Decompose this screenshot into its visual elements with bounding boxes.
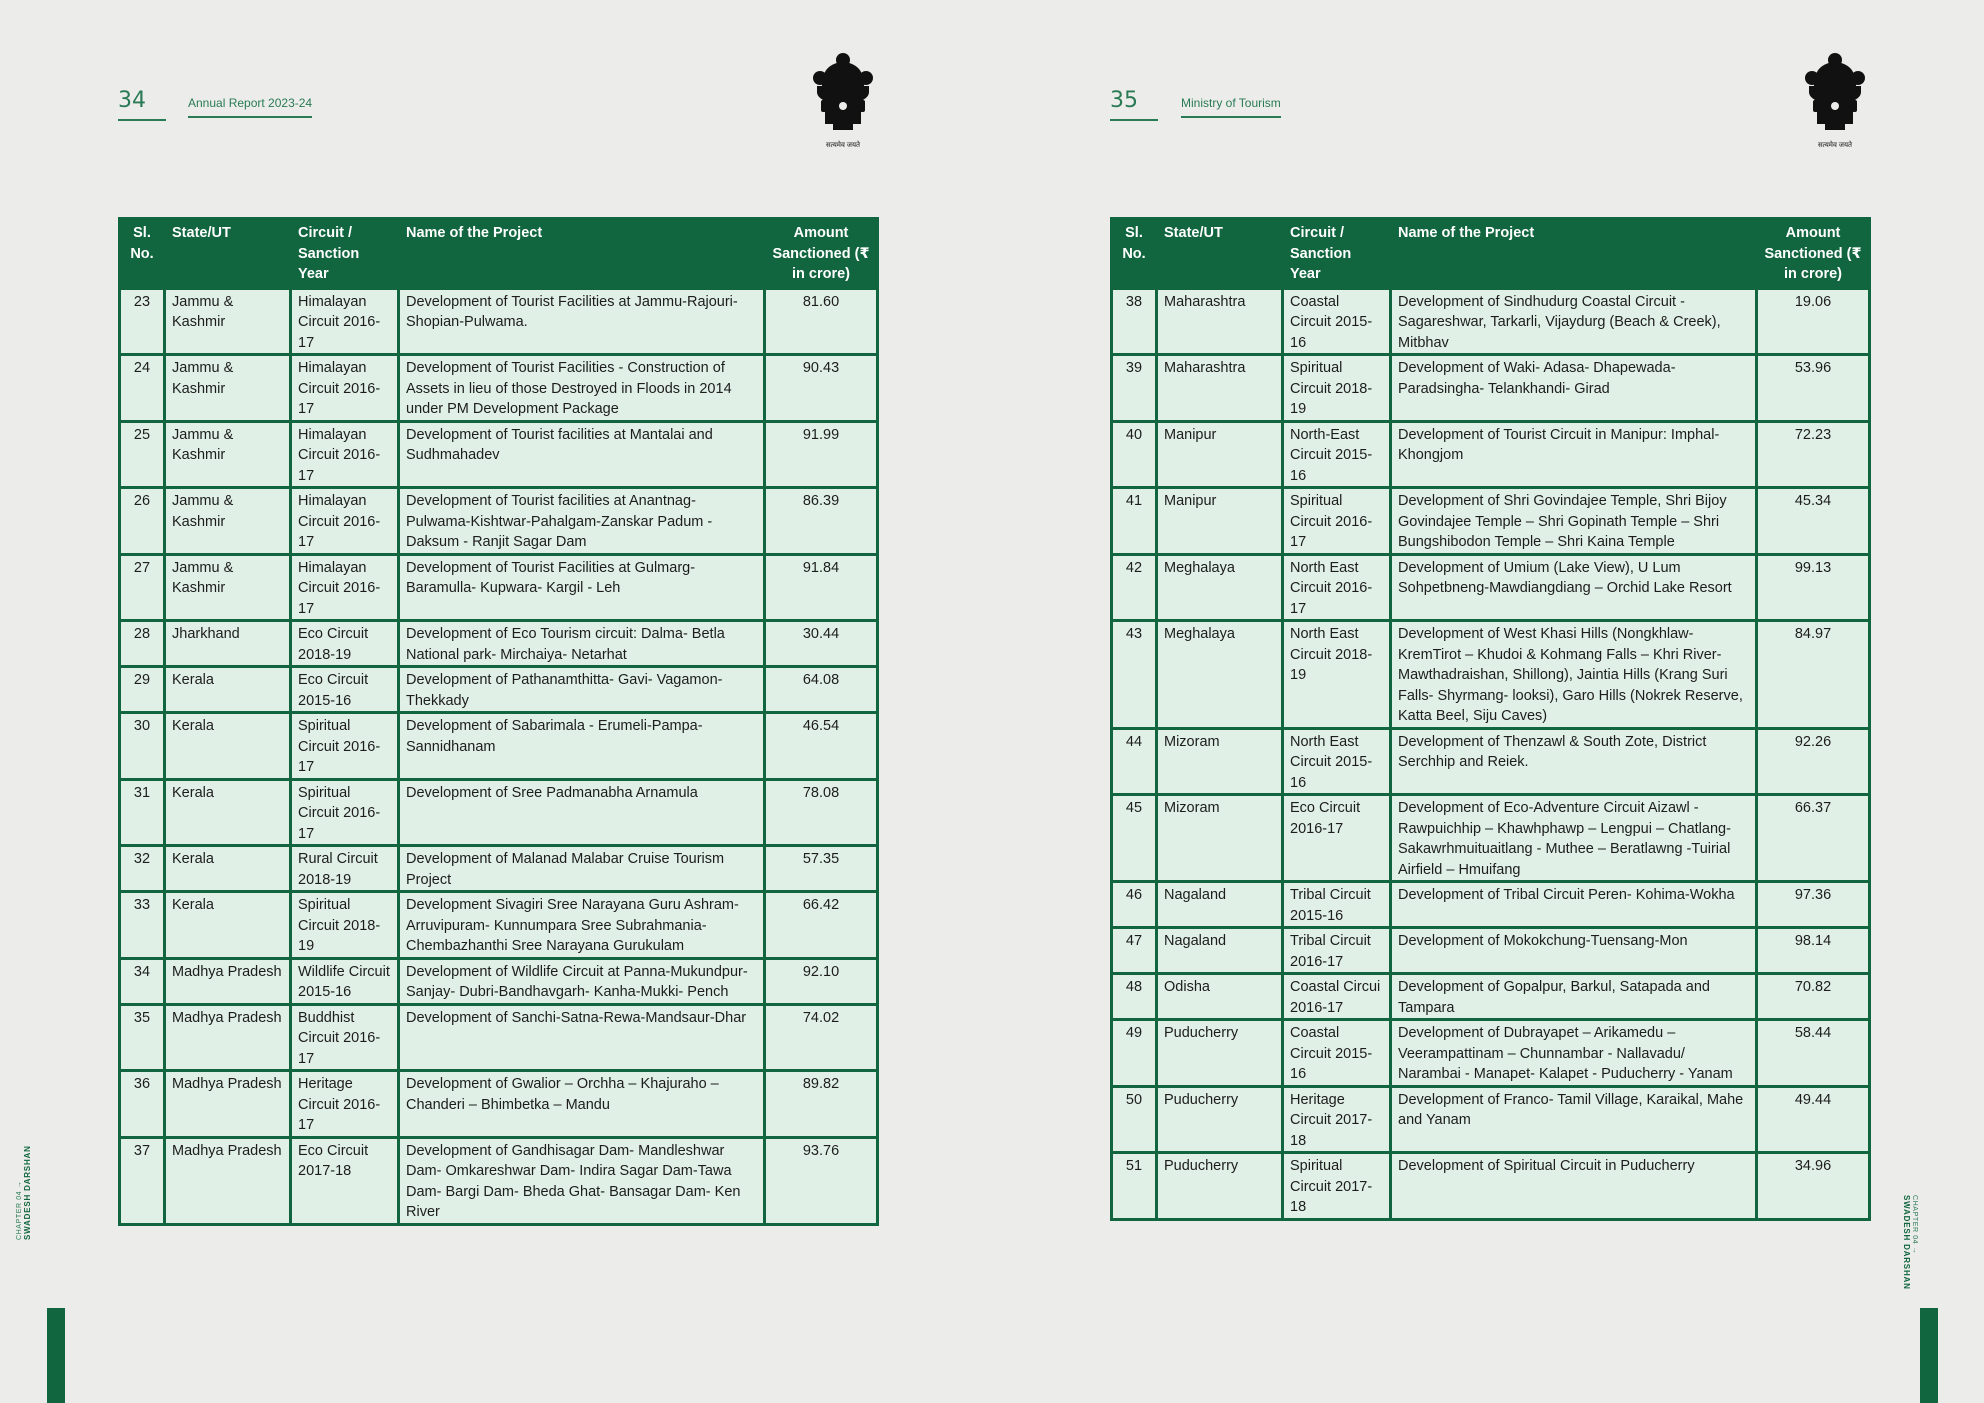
row-sl-no: 49	[1112, 1020, 1157, 1087]
table-row	[1112, 1086, 1870, 1153]
row-project-name: Development of Spiritual Circuit in Puducherry	[1391, 1153, 1757, 1220]
table-row	[1112, 928, 1870, 974]
row-sl-no: 40	[1112, 421, 1157, 488]
side-tab-chapter: CHAPTER 04	[1911, 1195, 1918, 1245]
table-row	[120, 621, 878, 667]
row-circuit: Wildlife Circuit 2015-16	[291, 958, 399, 1004]
row-sl-no: 24	[120, 355, 165, 422]
row-state: Jammu & Kashmir	[165, 288, 291, 355]
row-amount: 57.35	[765, 846, 878, 892]
page-number: 34	[118, 88, 146, 113]
emblem-motto: सत्यमेव जयते	[825, 142, 861, 149]
row-circuit: Himalayan Circuit 2016-17	[291, 554, 399, 621]
row-project-name: Development of Shri Govindajee Temple, Shri Bijoy Govindajee Temple – Shri Gopinath Temple – Shri Bungshibodon Temple – Shri Kaina Temple	[1391, 488, 1757, 555]
row-project-name: Development of West Khasi Hills (Nongkhlaw-KremTirot – Khudoi & Kohmang Falls – Khri River-Mawthadraishan, Shillong), Jaintia Hills (Krang Suri Falls- Shyrmang- looksi), Garo Hills (Nokrek Reserve, Katta Beel, Siju Caves)	[1391, 621, 1757, 729]
row-state: Madhya Pradesh	[165, 1137, 291, 1224]
row-amount: 86.39	[765, 488, 878, 555]
row-sl-no: 33	[120, 892, 165, 959]
table-row	[120, 713, 878, 780]
row-state: Kerala	[165, 713, 291, 780]
table-row	[120, 1137, 878, 1224]
row-circuit: North East Circuit 2015-16	[1283, 728, 1391, 795]
row-amount: 78.08	[765, 779, 878, 846]
row-sl-no: 37	[120, 1137, 165, 1224]
chapter-side-tab: CHAPTER 04 → SWADESH DARSHAN	[1902, 1195, 1918, 1290]
row-project-name: Development of Eco-Adventure Circuit Aizawl -Rawpuichhip – Khawhphawp – Lengpui – Chatlang- Sakawrhmuituaitlang - Muthee – Beratlawng -Tuirial Airfield – Hmuifang	[1391, 795, 1757, 882]
row-amount: 89.82	[765, 1071, 878, 1138]
row-amount: 84.97	[1757, 621, 1870, 729]
row-amount: 58.44	[1757, 1020, 1870, 1087]
row-circuit: North East Circuit 2016-17	[1283, 554, 1391, 621]
row-sl-no: 50	[1112, 1086, 1157, 1153]
row-sl-no: 27	[120, 554, 165, 621]
row-circuit: Coastal Circuit 2015-16	[1283, 1020, 1391, 1087]
row-project-name: Development of Franco- Tamil Village, Karaikal, Mahe and Yanam	[1391, 1086, 1757, 1153]
row-sl-no: 39	[1112, 355, 1157, 422]
row-amount: 98.14	[1757, 928, 1870, 974]
row-state: Jammu & Kashmir	[165, 355, 291, 422]
row-project-name: Development of Pathanamthitta- Gavi- Vagamon-Thekkady	[399, 667, 765, 713]
row-project-name: Development of Tourist Facilities at Gulmarg-Baramulla- Kupwara- Kargil - Leh	[399, 554, 765, 621]
chapter-color-bar	[47, 1308, 65, 1403]
row-state: Odisha	[1157, 974, 1283, 1020]
row-state: Kerala	[165, 779, 291, 846]
header-amount: Amount Sanctioned (₹ in crore)	[765, 219, 878, 289]
row-circuit: North East Circuit 2018-19	[1283, 621, 1391, 729]
row-sl-no: 42	[1112, 554, 1157, 621]
row-sl-no: 34	[120, 958, 165, 1004]
row-state: Maharashtra	[1157, 288, 1283, 355]
row-project-name: Development of Umium (Lake View), U Lum Sohpetbneng-Mawdiangdiang – Orchid Lake Resort	[1391, 554, 1757, 621]
row-state: Manipur	[1157, 488, 1283, 555]
row-project-name: Development of Sanchi-Satna-Rewa-Mandsaur-Dhar	[399, 1004, 765, 1071]
row-project-name: Development of Dubrayapet – Arikamedu – Veerampattinam – Chunnambar - Nallavadu/ Narambai - Manapet- Kalapet - Puducherry - Yanam	[1391, 1020, 1757, 1087]
row-amount: 91.84	[765, 554, 878, 621]
table-row	[120, 421, 878, 488]
table-row	[120, 554, 878, 621]
row-amount: 99.13	[1757, 554, 1870, 621]
row-sl-no: 43	[1112, 621, 1157, 729]
row-project-name: Development Sivagiri Sree Narayana Guru Ashram- Arruvipuram- Kunnumpara Sree Subrahmania- Chembazhanthi Sree Narayana Gurukulam	[399, 892, 765, 959]
row-state: Nagaland	[1157, 882, 1283, 928]
row-project-name: Development of Tourist Circuit in Manipur: Imphal- Khongjom	[1391, 421, 1757, 488]
row-circuit: Spiritual Circuit 2016-17	[291, 713, 399, 780]
row-circuit: Heritage Circuit 2016-17	[291, 1071, 399, 1138]
row-circuit: Spiritual Circuit 2018-19	[291, 892, 399, 959]
row-project-name: Development of Gopalpur, Barkul, Satapada and Tampara	[1391, 974, 1757, 1020]
row-state: Mizoram	[1157, 728, 1283, 795]
row-project-name: Development of Waki- Adasa- Dhapewada-Paradsingha- Telankhandi- Girad	[1391, 355, 1757, 422]
table-row	[120, 892, 878, 959]
row-state: Mizoram	[1157, 795, 1283, 882]
row-state: Manipur	[1157, 421, 1283, 488]
row-circuit: Eco Circuit 2017-18	[291, 1137, 399, 1224]
row-amount: 90.43	[765, 355, 878, 422]
row-circuit: Eco Circuit 2016-17	[1283, 795, 1391, 882]
row-project-name: Development of Malanad Malabar Cruise Tourism Project	[399, 846, 765, 892]
row-sl-no: 35	[120, 1004, 165, 1071]
header-circuit: Circuit / Sanction Year	[1283, 219, 1391, 289]
header-circuit: Circuit / Sanction Year	[291, 219, 399, 289]
table-row	[1112, 1153, 1870, 1220]
side-tab-title: SWADESH DARSHAN	[1902, 1195, 1911, 1290]
row-project-name: Development of Sabarimala - Erumeli-Pampa-Sannidhanam	[399, 713, 765, 780]
row-circuit: Himalayan Circuit 2016-17	[291, 488, 399, 555]
row-circuit: Himalayan Circuit 2016-17	[291, 288, 399, 355]
row-amount: 53.96	[1757, 355, 1870, 422]
table-row	[1112, 1020, 1870, 1087]
table-header-row	[1112, 219, 1870, 289]
row-state: Maharashtra	[1157, 355, 1283, 422]
row-state: Jammu & Kashmir	[165, 554, 291, 621]
row-amount: 66.42	[765, 892, 878, 959]
row-circuit: Eco Circuit 2018-19	[291, 621, 399, 667]
row-circuit: Spiritual Circuit 2016-17	[291, 779, 399, 846]
row-sl-no: 25	[120, 421, 165, 488]
row-project-name: Development of Eco Tourism circuit: Dalma- Betla National park- Mirchaiya- Netarhat	[399, 621, 765, 667]
projects-table-right	[1110, 217, 1871, 1221]
table-row	[120, 846, 878, 892]
row-state: Nagaland	[1157, 928, 1283, 974]
row-sl-no: 23	[120, 288, 165, 355]
chapter-side-tab: CHAPTER 04 → SWADESH DARSHAN	[16, 1145, 32, 1240]
header-project: Name of the Project	[1391, 219, 1757, 289]
table-row	[1112, 554, 1870, 621]
row-project-name: Development of Gwalior – Orchha – Khajuraho – Chanderi – Bhimbetka – Mandu	[399, 1071, 765, 1138]
row-state: Kerala	[165, 892, 291, 959]
running-title: Ministry of Tourism	[1181, 96, 1281, 110]
row-sl-no: 38	[1112, 288, 1157, 355]
row-project-name: Development of Sree Padmanabha Arnamula	[399, 779, 765, 846]
row-amount: 66.37	[1757, 795, 1870, 882]
row-circuit: Spiritual Circuit 2016-17	[1283, 488, 1391, 555]
row-state: Meghalaya	[1157, 621, 1283, 729]
row-sl-no: 32	[120, 846, 165, 892]
table-row	[120, 1071, 878, 1138]
header-amount: Amount Sanctioned (₹ in crore)	[1757, 219, 1870, 289]
row-state: Puducherry	[1157, 1086, 1283, 1153]
table-row	[1112, 288, 1870, 355]
row-project-name: Development of Tourist facilities at Mantalai and Sudhmahadev	[399, 421, 765, 488]
header-state: State/UT	[1157, 219, 1283, 289]
table-row	[1112, 488, 1870, 555]
row-project-name: Development of Thenzawl & South Zote, District Serchhip and Reiek.	[1391, 728, 1757, 795]
row-amount: 81.60	[765, 288, 878, 355]
row-amount: 92.26	[1757, 728, 1870, 795]
table-row	[1112, 621, 1870, 729]
page-number: 35	[1110, 88, 1138, 113]
row-sl-no: 47	[1112, 928, 1157, 974]
row-project-name: Development of Tourist Facilities at Jammu-Rajouri-Shopian-Pulwama.	[399, 288, 765, 355]
row-project-name: Development of Gandhisagar Dam- Mandleshwar Dam- Omkareshwar Dam- Indira Sagar Dam-Tawa Dam- Bargi Dam- Bheda Ghat- Bansagar Dam- Ken River	[399, 1137, 765, 1224]
row-circuit: Spiritual Circuit 2017-18	[1283, 1153, 1391, 1220]
header-sl-no: Sl. No.	[120, 219, 165, 289]
running-title: Annual Report 2023-24	[188, 96, 313, 110]
table-row	[120, 355, 878, 422]
row-circuit: Himalayan Circuit 2016-17	[291, 355, 399, 422]
table-header-row	[120, 219, 878, 289]
row-circuit: Rural Circuit 2018-19	[291, 846, 399, 892]
row-sl-no: 26	[120, 488, 165, 555]
row-sl-no: 29	[120, 667, 165, 713]
emblem-motto: सत्यमेव जयते	[1817, 142, 1853, 149]
table-row	[1112, 795, 1870, 882]
row-project-name: Development of Tourist Facilities - Construction of Assets in lieu of those Destroyed in Floods in 2014 under PM Development Package	[399, 355, 765, 422]
row-circuit: Eco Circuit 2015-16	[291, 667, 399, 713]
table-row	[1112, 728, 1870, 795]
row-state: Madhya Pradesh	[165, 1004, 291, 1071]
row-amount: 19.06	[1757, 288, 1870, 355]
row-state: Madhya Pradesh	[165, 1071, 291, 1138]
row-sl-no: 28	[120, 621, 165, 667]
row-circuit: Coastal Circui 2016-17	[1283, 974, 1391, 1020]
row-project-name: Development of Sindhudurg Coastal Circuit - Sagareshwar, Tarkarli, Vijaydurg (Beach & Creek), Mitbhav	[1391, 288, 1757, 355]
table-row	[1112, 974, 1870, 1020]
row-amount: 45.34	[1757, 488, 1870, 555]
row-circuit: Tribal Circuit 2015-16	[1283, 882, 1391, 928]
national-emblem-icon	[1803, 50, 1867, 154]
header-project: Name of the Project	[399, 219, 765, 289]
row-sl-no: 48	[1112, 974, 1157, 1020]
row-amount: 34.96	[1757, 1153, 1870, 1220]
table-row	[1112, 882, 1870, 928]
header-state: State/UT	[165, 219, 291, 289]
table-body-left	[120, 288, 878, 1224]
side-tab-chapter: CHAPTER 04	[16, 1190, 23, 1240]
national-emblem-icon	[811, 50, 875, 154]
row-circuit: Buddhist Circuit 2016-17	[291, 1004, 399, 1071]
row-state: Puducherry	[1157, 1153, 1283, 1220]
row-amount: 70.82	[1757, 974, 1870, 1020]
row-project-name: Development of Wildlife Circuit at Panna-Mukundpur- Sanjay- Dubri-Bandhavgarh- Kanha-Mukki- Pench	[399, 958, 765, 1004]
row-circuit: North-East Circuit 2015-16	[1283, 421, 1391, 488]
row-state: Jammu & Kashmir	[165, 421, 291, 488]
header-sl-no: Sl. No.	[1112, 219, 1157, 289]
row-sl-no: 45	[1112, 795, 1157, 882]
row-state: Meghalaya	[1157, 554, 1283, 621]
row-sl-no: 41	[1112, 488, 1157, 555]
row-state: Puducherry	[1157, 1020, 1283, 1087]
row-state: Madhya Pradesh	[165, 958, 291, 1004]
row-amount: 91.99	[765, 421, 878, 488]
row-project-name: Development of Tourist facilities at Anantnag-Pulwama-Kishtwar-Pahalgam-Zanskar Padum - Daksum - Ranjit Sagar Dam	[399, 488, 765, 555]
row-sl-no: 36	[120, 1071, 165, 1138]
row-circuit: Spiritual Circuit 2018-19	[1283, 355, 1391, 422]
row-state: Kerala	[165, 846, 291, 892]
row-circuit: Tribal Circuit 2016-17	[1283, 928, 1391, 974]
table-row	[120, 1004, 878, 1071]
row-amount: 30.44	[765, 621, 878, 667]
table-row	[120, 488, 878, 555]
table-body-right	[1112, 288, 1870, 1219]
table-row	[120, 288, 878, 355]
row-amount: 74.02	[765, 1004, 878, 1071]
table-row	[120, 667, 878, 713]
row-amount: 46.54	[765, 713, 878, 780]
table-row	[120, 779, 878, 846]
side-tab-title: SWADESH DARSHAN	[23, 1145, 32, 1240]
row-state: Jammu & Kashmir	[165, 488, 291, 555]
row-amount: 49.44	[1757, 1086, 1870, 1153]
row-amount: 93.76	[765, 1137, 878, 1224]
row-sl-no: 44	[1112, 728, 1157, 795]
row-circuit: Himalayan Circuit 2016-17	[291, 421, 399, 488]
table-row	[120, 958, 878, 1004]
row-sl-no: 31	[120, 779, 165, 846]
chapter-color-bar	[1920, 1308, 1938, 1403]
row-sl-no: 51	[1112, 1153, 1157, 1220]
row-circuit: Coastal Circuit 2015-16	[1283, 288, 1391, 355]
row-circuit: Heritage Circuit 2017-18	[1283, 1086, 1391, 1153]
row-sl-no: 30	[120, 713, 165, 780]
table-row	[1112, 355, 1870, 422]
row-amount: 92.10	[765, 958, 878, 1004]
row-sl-no: 46	[1112, 882, 1157, 928]
row-amount: 72.23	[1757, 421, 1870, 488]
row-amount: 97.36	[1757, 882, 1870, 928]
table-row	[1112, 421, 1870, 488]
row-project-name: Development of Tribal Circuit Peren- Kohima-Wokha	[1391, 882, 1757, 928]
row-project-name: Development of Mokokchung-Tuensang-Mon	[1391, 928, 1757, 974]
row-state: Jharkhand	[165, 621, 291, 667]
row-state: Kerala	[165, 667, 291, 713]
projects-table-left	[118, 217, 879, 1226]
row-amount: 64.08	[765, 667, 878, 713]
